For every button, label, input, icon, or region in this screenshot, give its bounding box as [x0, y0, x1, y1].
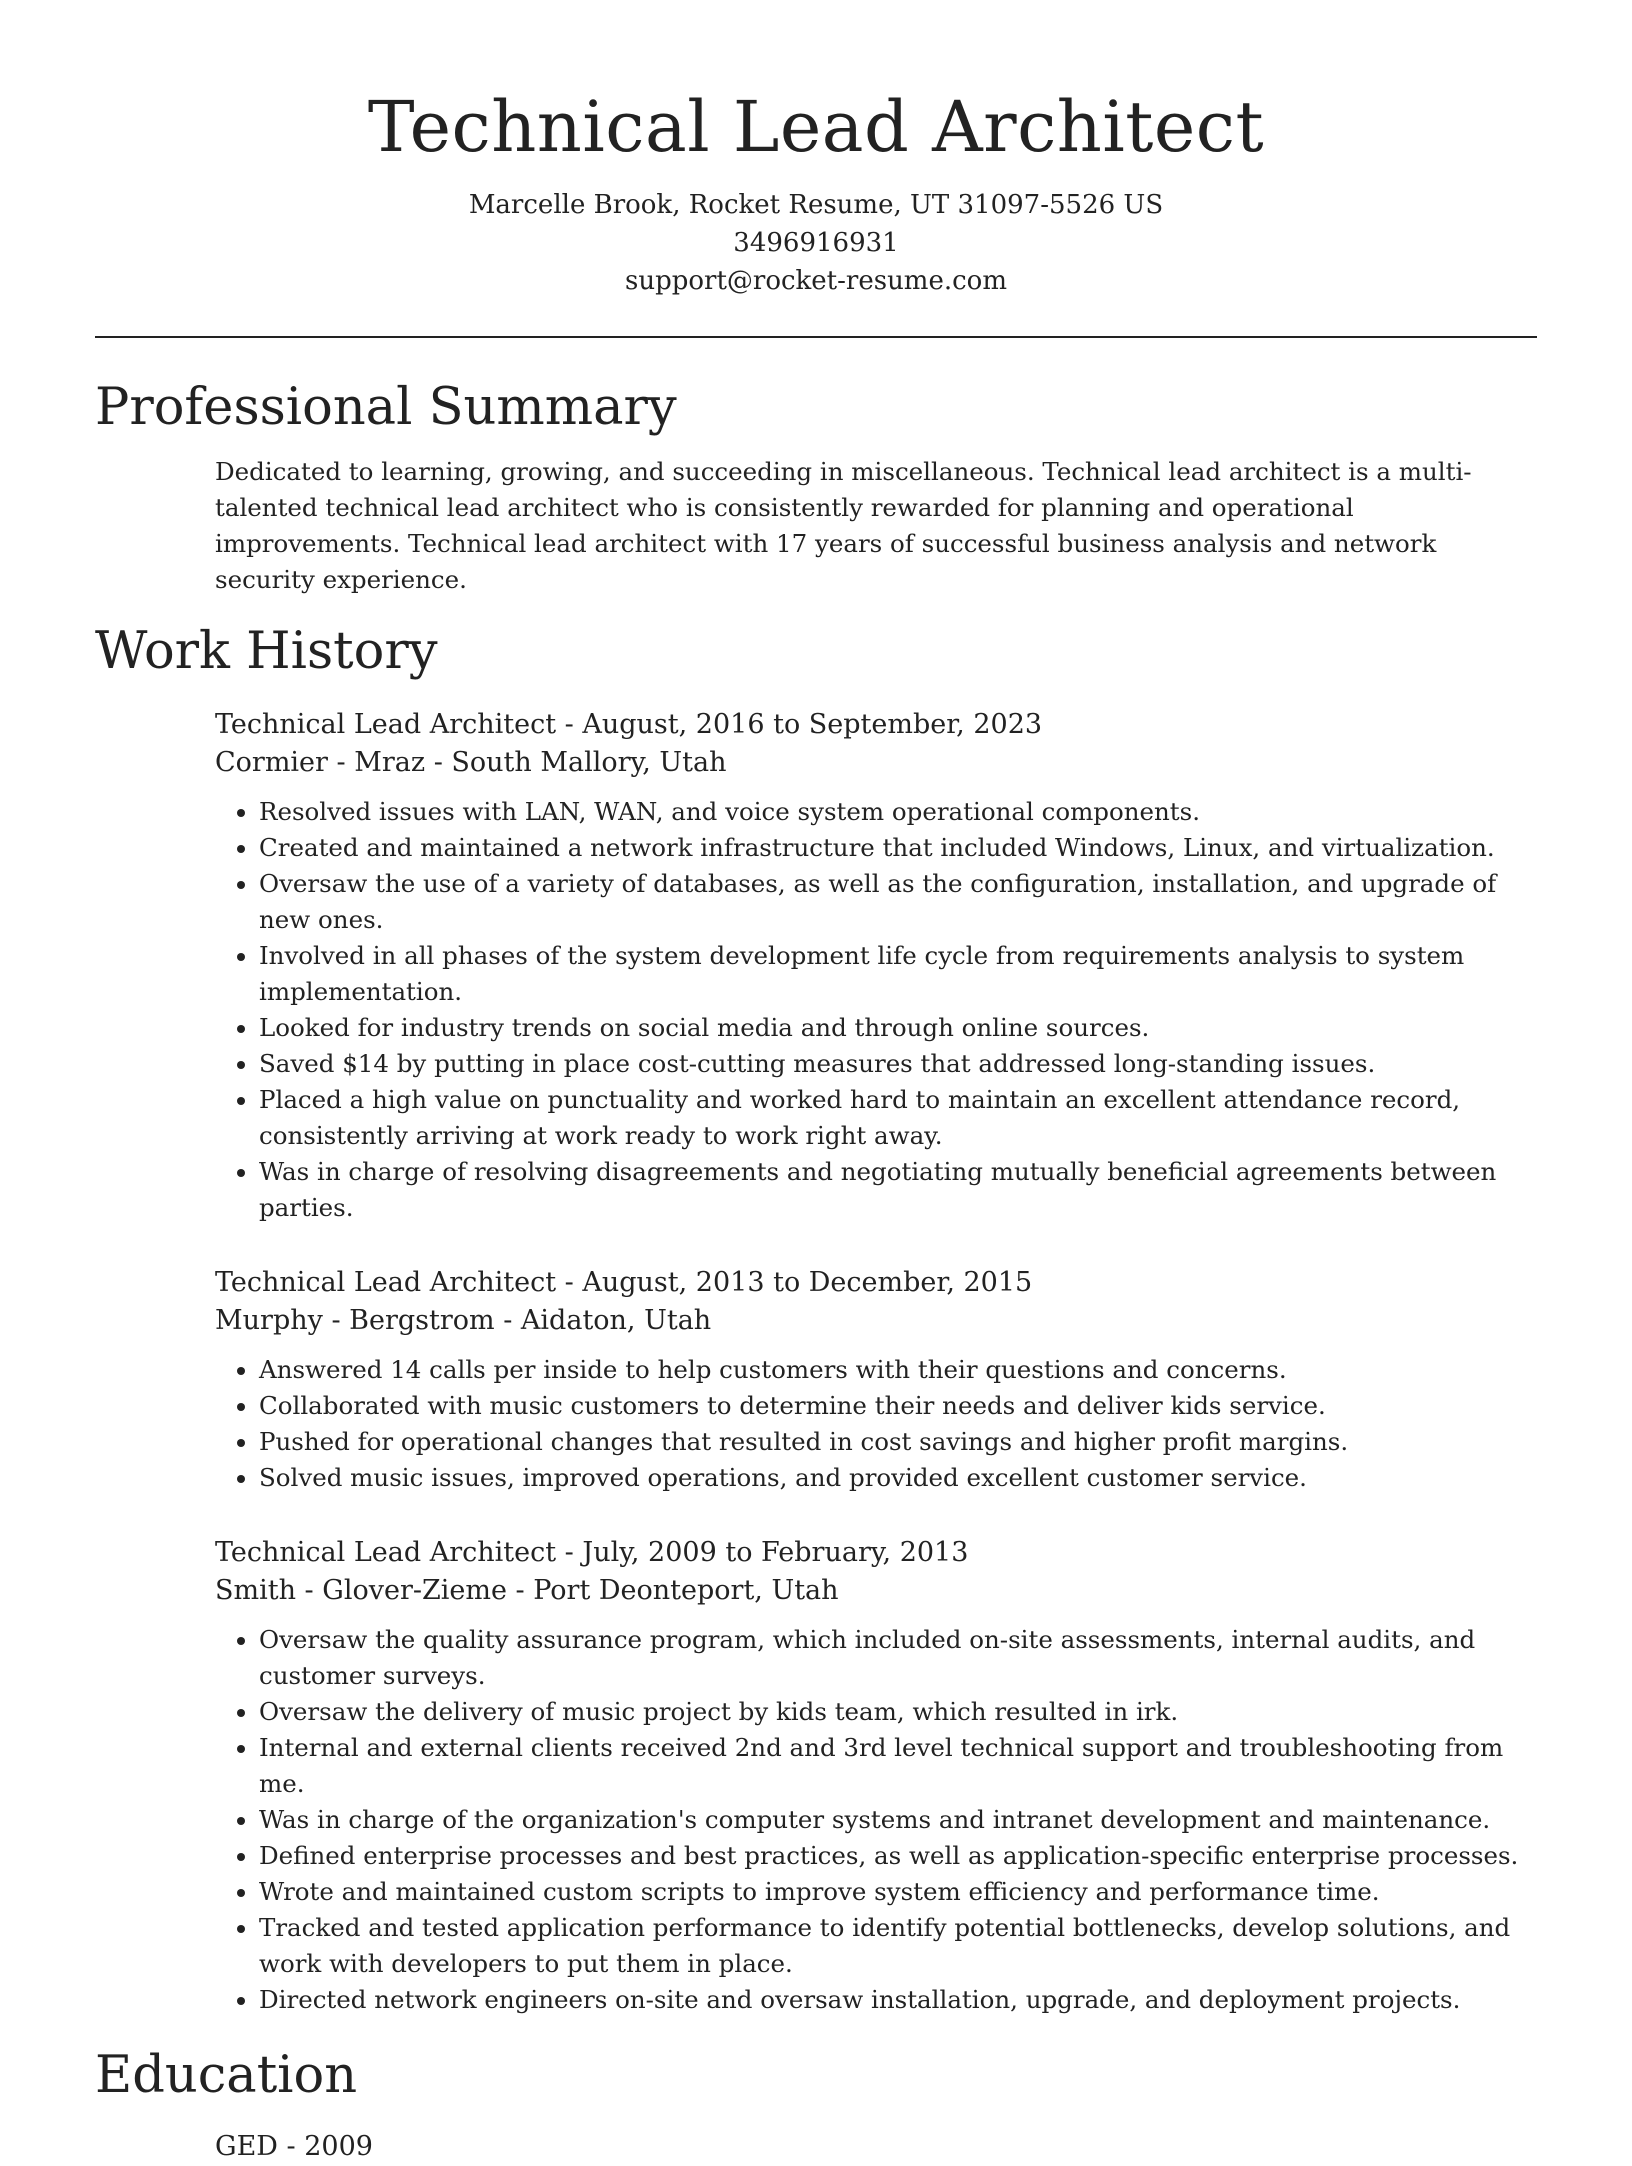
job-bullet: • Collaborated with music customers to determine their needs and deliver kids service.	[259, 1388, 1537, 1424]
job-company-line: Smith - Glover-Zieme - Port Deonteport, Utah	[215, 1575, 839, 1606]
section-title-work: Work History	[95, 622, 438, 681]
job-company-line: Cormier - Mraz - South Mallory, Utah	[215, 747, 727, 778]
job-bullet: • Was in charge of the organization's computer systems and intranet development and maintenance.	[259, 1802, 1537, 1838]
job-bullet: • Directed network engineers on-site and oversaw installation, upgrade, and deployment projects.	[259, 1982, 1537, 2018]
job-bullet: • Involved in all phases of the system development life cycle from requirements analysis to system implementation.	[259, 938, 1537, 1010]
contact-address: Marcelle Brook, Rocket Resume, UT 31097-5526 US	[468, 190, 1164, 220]
job-bullet: • Created and maintained a network infrastructure that included Windows, Linux, and virtualization.	[259, 830, 1537, 866]
job-bullets	[215, 794, 1537, 1226]
section-education	[95, 2044, 1537, 2166]
job-bullet: • Oversaw the quality assurance program, which included on-site assessments, internal audits, and customer surveys.	[259, 1622, 1537, 1694]
job-bullet: • Tracked and tested application performance to identify potential bottlenecks, develop solutions, and work with developers to put them in place.	[259, 1910, 1537, 1982]
job-title-line: Technical Lead Architect - August, 2013 to December, 2015	[215, 1267, 1033, 1298]
job-bullet: • Internal and external clients received 2nd and 3rd level technical support and troubleshooting from me.	[259, 1730, 1537, 1802]
job-bullet: • Placed a high value on punctuality and worked hard to maintain an excellent attendance record, consistently arriving at work ready to work right away.	[259, 1082, 1537, 1154]
job-entry	[215, 706, 1537, 1226]
contact-phone: 3496916931	[733, 228, 899, 258]
job-bullet: • Solved music issues, improved operations, and provided excellent customer service.	[259, 1460, 1537, 1496]
section-work-history	[95, 620, 1537, 2018]
section-title-education: Education	[95, 2046, 358, 2105]
job-bullet: • Saved $14 by putting in place cost-cutting measures that addressed long-standing issues.	[259, 1046, 1537, 1082]
education-item: GED - 2009	[215, 2131, 373, 2162]
job-bullet: • Oversaw the delivery of music project by kids team, which resulted in irk.	[259, 1694, 1537, 1730]
resume-header	[95, 0, 1537, 300]
job-title-line: Technical Lead Architect - July, 2009 to February, 2013	[215, 1537, 969, 1568]
job-bullet: • Answered 14 calls per inside to help customers with their questions and concerns.	[259, 1352, 1537, 1388]
job-company-line: Murphy - Bergstrom - Aidaton, Utah	[215, 1305, 712, 1336]
job-bullet: • Pushed for operational changes that resulted in cost savings and higher profit margins.	[259, 1424, 1537, 1460]
job-bullet: • Wrote and maintained custom scripts to improve system efficiency and performance time.	[259, 1874, 1537, 1910]
job-entry	[215, 1264, 1537, 1496]
summary-text: Dedicated to learning, growing, and succeeding in miscellaneous. Technical lead architect is a multi-talented technical lead architect who is consistently rewarded for planning and operational improvements. Technical lead architect with 17 years of successful business analysis and network security experience.	[215, 457, 1472, 594]
job-bullet: • Defined enterprise processes and best practices, as well as application-specific enterprise processes.	[259, 1838, 1537, 1874]
section-professional-summary	[95, 376, 1537, 598]
contact-email: support@rocket-resume.com	[624, 266, 1007, 296]
section-title-summary: Professional Summary	[95, 378, 677, 437]
job-bullet: • Resolved issues with LAN, WAN, and voice system operational components.	[259, 794, 1537, 830]
contact-info	[95, 186, 1537, 300]
job-bullet: • Was in charge of resolving disagreements and negotiating mutually beneficial agreements between parties.	[259, 1154, 1537, 1226]
candidate-name: Technical Lead Architect	[367, 86, 1265, 168]
job-bullets	[215, 1352, 1537, 1496]
job-entry	[215, 1534, 1537, 2018]
job-bullets	[215, 1622, 1537, 2018]
job-title-line: Technical Lead Architect - August, 2016 to September, 2023	[215, 709, 1043, 740]
job-bullet: • Oversaw the use of a variety of databases, as well as the configuration, installation, and upgrade of new ones.	[259, 866, 1537, 938]
job-bullet: • Looked for industry trends on social media and through online sources.	[259, 1010, 1537, 1046]
header-divider	[95, 336, 1537, 338]
